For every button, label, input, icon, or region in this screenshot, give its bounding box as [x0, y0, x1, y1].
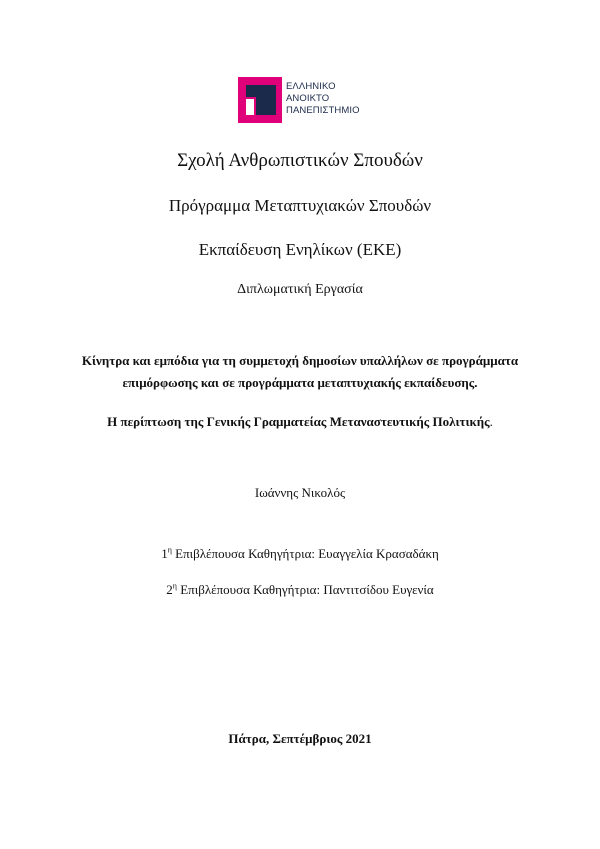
- thesis-title: [0, 350, 600, 394]
- logo-line-2: ΑΝΟΙΚΤΟ: [286, 93, 330, 104]
- logo-wordmark: [286, 81, 360, 117]
- thesis-title-line-2: επιμόρφωσης και σε προγράμματα μεταπτυχιακής εκπαίδευσης.: [122, 375, 478, 390]
- thesis-title-line-1: Κίνητρα και εμπόδια για τη συμμετοχή δημοσίων υπαλλήλων σε προγράμματα: [81, 353, 519, 368]
- supervisor-1: [0, 546, 600, 562]
- place-date: Πάτρα, Σεπτέμβριος 2021: [228, 731, 372, 746]
- supervisor-2: [0, 582, 600, 598]
- specialization-name: Εκπαίδευση Ενηλίκων (ΕΚΕ): [198, 240, 402, 259]
- university-logo-icon: [236, 75, 284, 125]
- thesis-subtitle: [0, 414, 600, 430]
- supervisor-2-text: Επιβλέπουσα Καθηγήτρια: Παντιτσίδου Ευγενία: [176, 582, 434, 597]
- supervisor-2-ordinal-suffix: η: [172, 581, 177, 591]
- document-type: Διπλωματική Εργασία: [237, 282, 363, 297]
- logo-line-1: ΕΛΛΗΝΙΚΟ: [286, 81, 336, 92]
- thesis-subtitle-text: Η περίπτωση της Γενικής Γραμματείας Μεταναστευτικής Πολιτικής: [107, 414, 490, 429]
- author-name: Ιωάννης Νικολός: [254, 485, 346, 500]
- logo-line-3: ΠΑΝΕΠΙΣΤΗΜΙΟ: [286, 105, 360, 116]
- supervisor-1-text: Επιβλέπουσα Καθηγήτρια: Ευαγγελία Κρασαδάκη: [171, 546, 439, 561]
- program-name: Πρόγραμμα Μεταπτυχιακών Σπουδών: [168, 196, 432, 215]
- supervisor-2-ordinal: 2: [166, 582, 173, 597]
- university-logo: [236, 75, 376, 125]
- thesis-subtitle-period: .: [489, 414, 493, 429]
- supervisor-1-ordinal-suffix: η: [167, 545, 172, 555]
- school-name: Σχολή Ανθρωπιστικών Σπουδών: [177, 150, 423, 171]
- supervisor-1-ordinal: 1: [161, 546, 168, 561]
